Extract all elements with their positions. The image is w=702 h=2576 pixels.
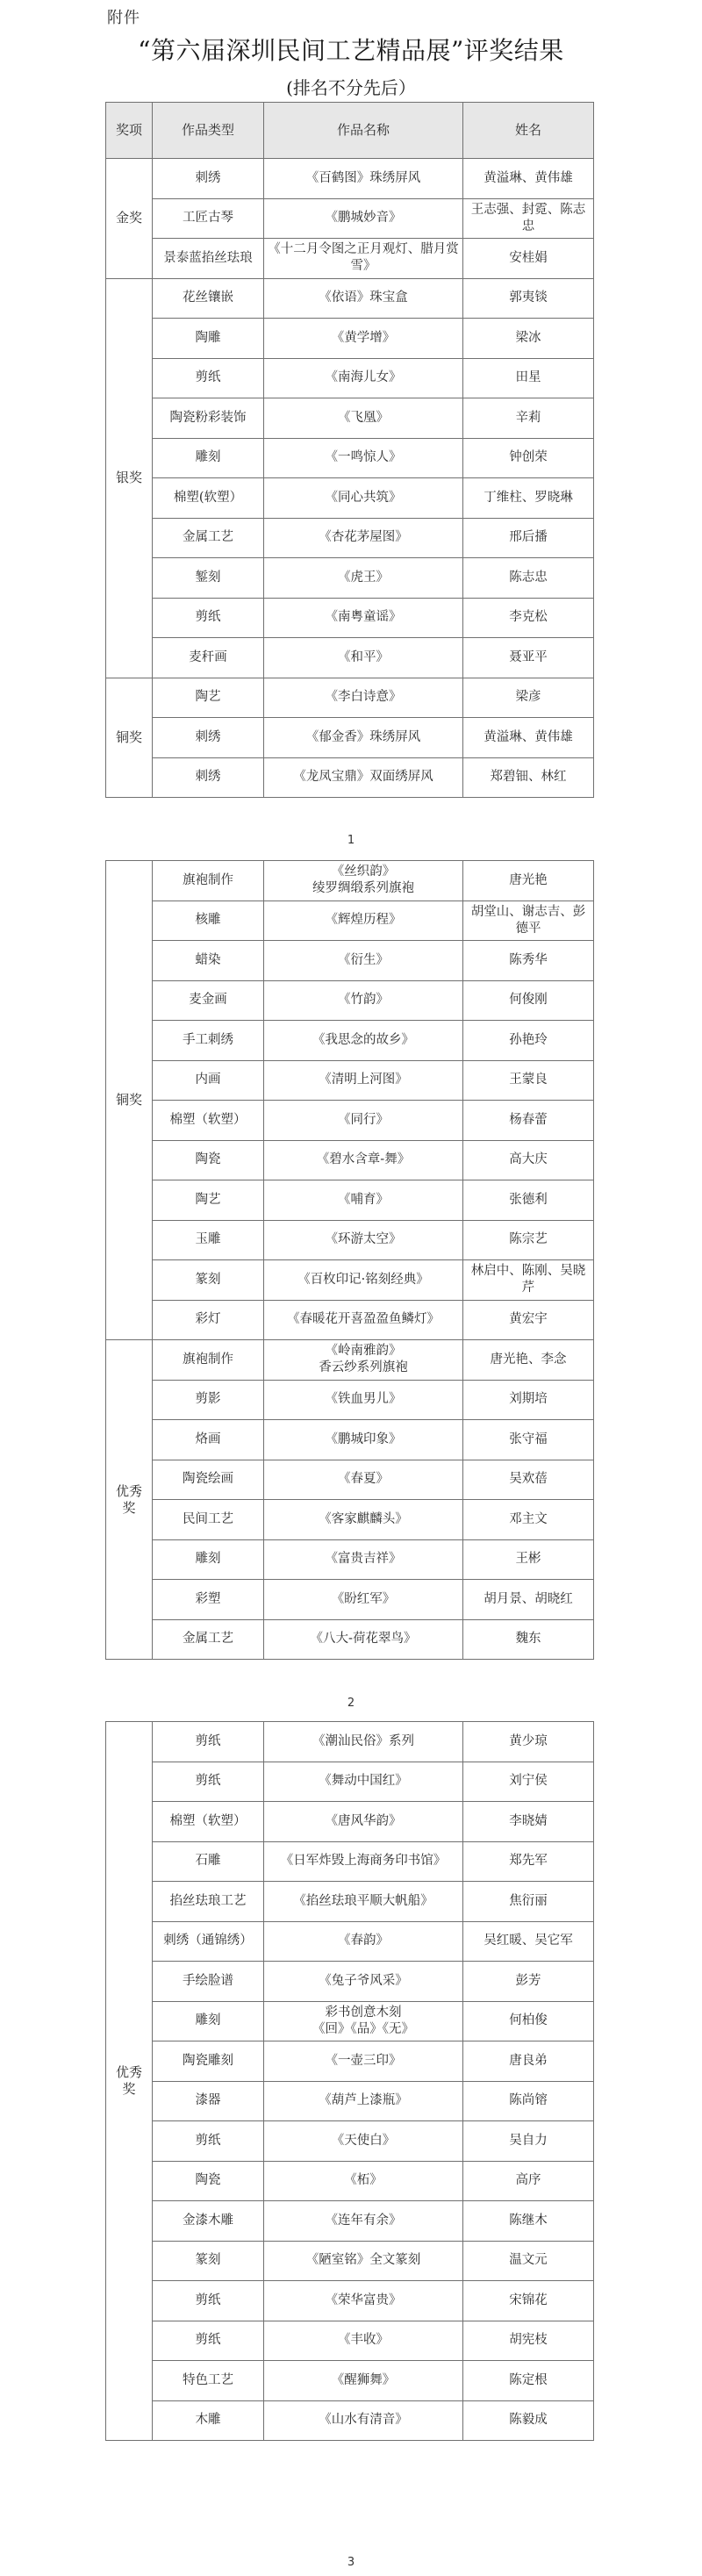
category-cell: 剪纸 (153, 358, 264, 398)
table-row (106, 718, 594, 758)
award-table-page-3 (105, 1721, 594, 2441)
artist-name-cell: 张守福 (463, 1420, 594, 1460)
table-row (106, 1180, 594, 1221)
work-title-cell: 《碧水含章-舞》 (264, 1140, 463, 1180)
category-cell: 景泰蓝掐丝珐琅 (153, 239, 264, 279)
table-row (106, 2281, 594, 2321)
table-row (106, 2241, 594, 2281)
category-cell: 剪纸 (153, 1722, 264, 1762)
category-cell: 棉塑（软塑） (153, 1101, 264, 1141)
table-row (106, 638, 594, 678)
artist-name-cell: 邢后播 (463, 518, 594, 558)
artist-name-cell: 黄溢琳、黄伟雄 (463, 718, 594, 758)
table-row (106, 757, 594, 798)
category-cell: 陶艺 (153, 678, 264, 718)
artist-name-cell: 钟创荣 (463, 438, 594, 478)
artist-name-cell: 何柏俊 (463, 2001, 594, 2041)
work-title-cell: 《丝织韵》 绫罗绸缎系列旗袍 (264, 861, 463, 901)
artist-name-cell: 刘期培 (463, 1380, 594, 1420)
work-title-cell: 《辉煌历程》 (264, 901, 463, 941)
work-title-cell: 《客家麒麟头》 (264, 1500, 463, 1540)
header-work: 作品名称 (264, 103, 463, 159)
artist-name-cell: 吴红暖、吴它军 (463, 1921, 594, 1962)
work-title-cell: 《哺育》 (264, 1180, 463, 1221)
table-body (106, 1722, 594, 2441)
table-row (106, 2361, 594, 2401)
work-title-cell: 《荣华富贵》 (264, 2281, 463, 2321)
artist-name-cell: 吴欢蓓 (463, 1460, 594, 1500)
artist-name-cell: 李克松 (463, 598, 594, 638)
table-header-row (106, 103, 594, 159)
table-row (106, 358, 594, 398)
work-title-cell: 《龙凤宝鼎》双面绣屏风 (264, 757, 463, 798)
header-name: 姓名 (463, 103, 594, 159)
category-cell: 刺绣（通锦绣） (153, 1921, 264, 1962)
table-row (106, 2121, 594, 2162)
category-cell: 彩塑 (153, 1580, 264, 1620)
table-row (106, 598, 594, 638)
work-title-cell: 《同心共筑》 (264, 478, 463, 519)
work-title-cell: 《春韵》 (264, 1921, 463, 1962)
category-cell: 工匠古琴 (153, 198, 264, 239)
artist-name-cell: 郭夷锬 (463, 278, 594, 319)
category-cell: 玉雕 (153, 1220, 264, 1260)
table-row (106, 1021, 594, 1061)
table-row (106, 1380, 594, 1420)
category-cell: 剪纸 (153, 2321, 264, 2361)
artist-name-cell: 胡堂山、谢志吉、彭德平 (463, 901, 594, 941)
work-title-cell: 《李白诗意》 (264, 678, 463, 718)
work-title-cell: 《虎王》 (264, 558, 463, 599)
work-title-cell: 《依语》珠宝盒 (264, 278, 463, 319)
award-level-cell: 金奖 (106, 159, 153, 279)
work-title-cell: 《掐丝珐琅平顺大帆船》 (264, 1882, 463, 1922)
category-cell: 陶瓷 (153, 1140, 264, 1180)
category-cell: 金漆木雕 (153, 2201, 264, 2242)
header-award: 奖项 (106, 103, 153, 159)
artist-name-cell: 陈志忠 (463, 558, 594, 599)
work-title-cell: 《兔子爷风采》 (264, 1962, 463, 2002)
work-title-cell: 《唐风华韵》 (264, 1802, 463, 1842)
table-row (106, 319, 594, 359)
artist-name-cell: 唐光艳、李念 (463, 1340, 594, 1381)
table-row (106, 438, 594, 478)
table-row (106, 980, 594, 1021)
category-cell: 篆刻 (153, 1260, 264, 1301)
table-row (106, 278, 594, 319)
category-cell: 民间工艺 (153, 1500, 264, 1540)
artist-name-cell: 杨春蕾 (463, 1101, 594, 1141)
page-number: 1 (347, 834, 355, 847)
artist-name-cell: 王志强、封霓、陈志忠 (463, 198, 594, 239)
work-title-cell: 《八大-荷花翠鸟》 (264, 1619, 463, 1660)
work-title-cell: 《我思念的故乡》 (264, 1021, 463, 1061)
work-title-cell: 《百鹤图》珠绣屏风 (264, 159, 463, 199)
work-title-cell: 《和平》 (264, 638, 463, 678)
category-cell: 石雕 (153, 1841, 264, 1882)
artist-name-cell: 黄宏宇 (463, 1300, 594, 1340)
category-cell: 蜡染 (153, 941, 264, 981)
artist-name-cell: 郑先军 (463, 1841, 594, 1882)
work-title-cell: 《岭南雅韵》 香云纱系列旗袍 (264, 1340, 463, 1381)
award-level-cell: 银奖 (106, 278, 153, 678)
category-cell: 麦秆画 (153, 638, 264, 678)
artist-name-cell: 黄少琼 (463, 1722, 594, 1762)
category-cell: 錾刻 (153, 558, 264, 599)
category-cell: 刺绣 (153, 757, 264, 798)
artist-name-cell: 何俊刚 (463, 980, 594, 1021)
category-cell: 剪纸 (153, 2121, 264, 2162)
work-title-cell: 《南粤童谣》 (264, 598, 463, 638)
work-title-cell: 《环游太空》 (264, 1220, 463, 1260)
artist-name-cell: 孙艳玲 (463, 1021, 594, 1061)
category-cell: 棉塑（软塑） (153, 1802, 264, 1842)
table-row (106, 1101, 594, 1141)
category-cell: 烙画 (153, 1420, 264, 1460)
award-level-cell: 铜奖 (106, 678, 153, 798)
work-title-cell: 彩书创意木刻 《回》《品》《无》 (264, 2001, 463, 2041)
table-row (106, 198, 594, 239)
artist-name-cell: 陈毅成 (463, 2400, 594, 2441)
artist-name-cell: 张德利 (463, 1180, 594, 1221)
category-cell: 剪纸 (153, 1762, 264, 1802)
table-row (106, 2400, 594, 2441)
artist-name-cell: 李晓婧 (463, 1802, 594, 1842)
work-title-cell: 《衍生》 (264, 941, 463, 981)
category-cell: 彩灯 (153, 1300, 264, 1340)
work-title-cell: 《连年有余》 (264, 2201, 463, 2242)
table-row (106, 1962, 594, 2002)
artist-name-cell: 温文元 (463, 2241, 594, 2281)
category-cell: 手工刺绣 (153, 1021, 264, 1061)
table-row (106, 2001, 594, 2041)
work-title-cell: 《天使白》 (264, 2121, 463, 2162)
artist-name-cell: 吴自力 (463, 2121, 594, 2162)
category-cell: 雕刻 (153, 1539, 264, 1580)
category-cell: 陶艺 (153, 1180, 264, 1221)
category-cell: 雕刻 (153, 2001, 264, 2041)
artist-name-cell: 辛莉 (463, 398, 594, 439)
table-body (106, 159, 594, 798)
work-title-cell: 《醒狮舞》 (264, 2361, 463, 2401)
category-cell: 旗袍制作 (153, 1340, 264, 1381)
artist-name-cell: 胡宪枝 (463, 2321, 594, 2361)
artist-name-cell: 刘宁侯 (463, 1762, 594, 1802)
artist-name-cell: 陈继木 (463, 2201, 594, 2242)
table-row (106, 2321, 594, 2361)
work-title-cell: 《丰收》 (264, 2321, 463, 2361)
category-cell: 木雕 (153, 2400, 264, 2441)
work-title-cell: 《陋室铭》全文篆刻 (264, 2241, 463, 2281)
work-title-cell: 《南海儿女》 (264, 358, 463, 398)
category-cell: 金属工艺 (153, 518, 264, 558)
work-title-cell: 《清明上河图》 (264, 1060, 463, 1101)
attachment-label: 附件 (107, 9, 140, 27)
table-row (106, 1060, 594, 1101)
work-title-cell: 《富贵吉祥》 (264, 1539, 463, 1580)
category-cell: 手绘脸谱 (153, 1962, 264, 2002)
work-title-cell: 《竹韵》 (264, 980, 463, 1021)
category-cell: 内画 (153, 1060, 264, 1101)
category-cell: 棉塑(软塑） (153, 478, 264, 519)
table-row (106, 1722, 594, 1762)
table-row (106, 901, 594, 941)
table-row (106, 478, 594, 519)
artist-name-cell: 邓主文 (463, 1500, 594, 1540)
work-title-cell: 《铁血男儿》 (264, 1380, 463, 1420)
artist-name-cell: 梁彦 (463, 678, 594, 718)
table-row (106, 1619, 594, 1660)
artist-name-cell: 王彬 (463, 1539, 594, 1580)
artist-name-cell: 宋锦花 (463, 2281, 594, 2321)
page-number: 3 (347, 2556, 355, 2569)
category-cell: 陶雕 (153, 319, 264, 359)
work-title-cell: 《百枚印记·铭刻经典》 (264, 1260, 463, 1301)
artist-name-cell: 林启中、陈刚、吴晓芹 (463, 1260, 594, 1301)
category-cell: 陶瓷绘画 (153, 1460, 264, 1500)
work-title-cell: 《飞凰》 (264, 398, 463, 439)
category-cell: 金属工艺 (153, 1619, 264, 1660)
category-cell: 刺绣 (153, 159, 264, 199)
artist-name-cell: 聂亚平 (463, 638, 594, 678)
artist-name-cell: 王蒙良 (463, 1060, 594, 1101)
table-row (106, 1841, 594, 1882)
category-cell: 特色工艺 (153, 2361, 264, 2401)
table-row (106, 2161, 594, 2201)
category-cell: 陶瓷粉彩装饰 (153, 398, 264, 439)
category-cell: 花丝镶嵌 (153, 278, 264, 319)
category-cell: 剪纸 (153, 598, 264, 638)
artist-name-cell: 焦衍丽 (463, 1882, 594, 1922)
category-cell: 陶瓷 (153, 2161, 264, 2201)
table-row (106, 1539, 594, 1580)
document-title: “第六届深圳民间工艺精品展”评奖结果 (138, 36, 564, 65)
table-row (106, 861, 594, 901)
page-number: 2 (347, 1697, 355, 1710)
artist-name-cell: 梁冰 (463, 319, 594, 359)
table-row (106, 1460, 594, 1500)
table-row (106, 2081, 594, 2121)
work-title-cell: 《鹏城妙音》 (264, 198, 463, 239)
artist-name-cell: 黄溢琳、黄伟雄 (463, 159, 594, 199)
work-title-cell: 《潮汕民俗》系列 (264, 1722, 463, 1762)
work-title-cell: 《一壶三印》 (264, 2041, 463, 2082)
table-row (106, 2041, 594, 2082)
artist-name-cell: 郑碧钿、林红 (463, 757, 594, 798)
award-level-cell: 优秀奖 (106, 1722, 153, 2441)
table-row (106, 398, 594, 439)
category-cell: 漆器 (153, 2081, 264, 2121)
work-title-cell: 《山水有清音》 (264, 2400, 463, 2441)
table-row (106, 1260, 594, 1301)
work-title-cell: 《葫芦上漆瓶》 (264, 2081, 463, 2121)
award-level-cell: 铜奖 (106, 861, 153, 1340)
artist-name-cell: 安桂娟 (463, 239, 594, 279)
category-cell: 雕刻 (153, 438, 264, 478)
artist-name-cell: 陈秀华 (463, 941, 594, 981)
artist-name-cell: 唐光艳 (463, 861, 594, 901)
category-cell: 篆刻 (153, 2241, 264, 2281)
artist-name-cell: 陈宗艺 (463, 1220, 594, 1260)
work-title-cell: 《十二月令图之正月观灯、腊月赏雪》 (264, 239, 463, 279)
work-title-cell: 《舞动中国红》 (264, 1762, 463, 1802)
category-cell: 陶瓷雕刻 (153, 2041, 264, 2082)
table-row (106, 1420, 594, 1460)
artist-name-cell: 彭芳 (463, 1962, 594, 2002)
table-row (106, 1140, 594, 1180)
table-row (106, 1882, 594, 1922)
category-cell: 麦金画 (153, 980, 264, 1021)
category-cell: 核雕 (153, 901, 264, 941)
table-row (106, 1921, 594, 1962)
table-row (106, 558, 594, 599)
work-title-cell: 《鹏城印象》 (264, 1420, 463, 1460)
table-body (106, 861, 594, 1660)
award-level-cell: 优秀奖 (106, 1340, 153, 1660)
artist-name-cell: 高序 (463, 2161, 594, 2201)
category-cell: 剪纸 (153, 2281, 264, 2321)
artist-name-cell: 胡月景、胡晓红 (463, 1580, 594, 1620)
artist-name-cell: 高大庆 (463, 1140, 594, 1180)
artist-name-cell: 田星 (463, 358, 594, 398)
table-row (106, 1802, 594, 1842)
table-row (106, 239, 594, 279)
category-cell: 掐丝珐琅工艺 (153, 1882, 264, 1922)
work-title-cell: 《柘》 (264, 2161, 463, 2201)
work-title-cell: 《春暖花开喜盈盈鱼鳞灯》 (264, 1300, 463, 1340)
document-subtitle: (排名不分先后） (286, 77, 416, 98)
work-title-cell: 《春夏》 (264, 1460, 463, 1500)
table-row (106, 1300, 594, 1340)
table-row (106, 1340, 594, 1381)
work-title-cell: 《郁金香》珠绣屏风 (264, 718, 463, 758)
work-title-cell: 《杏花茅屋图》 (264, 518, 463, 558)
artist-name-cell: 丁维柱、罗晓琳 (463, 478, 594, 519)
category-cell: 剪影 (153, 1380, 264, 1420)
work-title-cell: 《盼红军》 (264, 1580, 463, 1620)
award-table-page-2 (105, 860, 594, 1660)
table-row (106, 1762, 594, 1802)
work-title-cell: 《黄学增》 (264, 319, 463, 359)
table-row (106, 2201, 594, 2242)
artist-name-cell: 魏东 (463, 1619, 594, 1660)
table-row (106, 941, 594, 981)
table-row (106, 159, 594, 199)
table-row (106, 678, 594, 718)
category-cell: 刺绣 (153, 718, 264, 758)
table-row (106, 1500, 594, 1540)
category-cell: 旗袍制作 (153, 861, 264, 901)
work-title-cell: 《日军炸毁上海商务印书馆》 (264, 1841, 463, 1882)
artist-name-cell: 陈尚镕 (463, 2081, 594, 2121)
award-table-page-1 (105, 102, 594, 798)
header-category: 作品类型 (153, 103, 264, 159)
work-title-cell: 《一鸣惊人》 (264, 438, 463, 478)
table-row (106, 1580, 594, 1620)
table-row (106, 518, 594, 558)
work-title-cell: 《同行》 (264, 1101, 463, 1141)
table-row (106, 1220, 594, 1260)
artist-name-cell: 陈定根 (463, 2361, 594, 2401)
artist-name-cell: 唐良弟 (463, 2041, 594, 2082)
